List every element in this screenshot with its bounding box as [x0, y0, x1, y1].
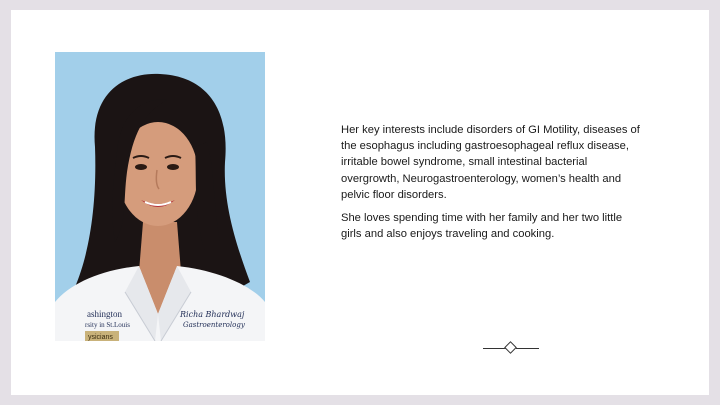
divider-line-left — [483, 348, 506, 349]
coat-logo-line1: ashington — [87, 309, 122, 319]
diamond-icon — [504, 341, 517, 354]
bio-paragraph-interests: Her key interests include disorders of GI Motility, diseases of the esophagus including gastroesophageal reflux disease, irritable bowel syndrome, small intestinal bacterial overgrowth, Neurogastroenterology, women’s health and pelvic floor disorders. — [341, 124, 640, 201]
bio-paragraph-personal: She loves spending time with her family and her two little girls and also enjoys traveling and cooking. — [341, 212, 623, 241]
slide — [11, 10, 709, 395]
coat-name-text: Richa Bhardwaj — [180, 310, 245, 319]
coat-badge-text: ysicians — [88, 334, 113, 341]
decorative-divider — [481, 342, 541, 354]
portrait-photo — [55, 52, 265, 341]
bio-text-block — [341, 122, 641, 249]
divider-line-right — [516, 348, 539, 349]
coat-logo-line2: rsity in St.Louis — [85, 321, 130, 329]
coat-dept-text: Gastroenterology — [183, 321, 245, 329]
portrait-illustration — [55, 52, 265, 341]
